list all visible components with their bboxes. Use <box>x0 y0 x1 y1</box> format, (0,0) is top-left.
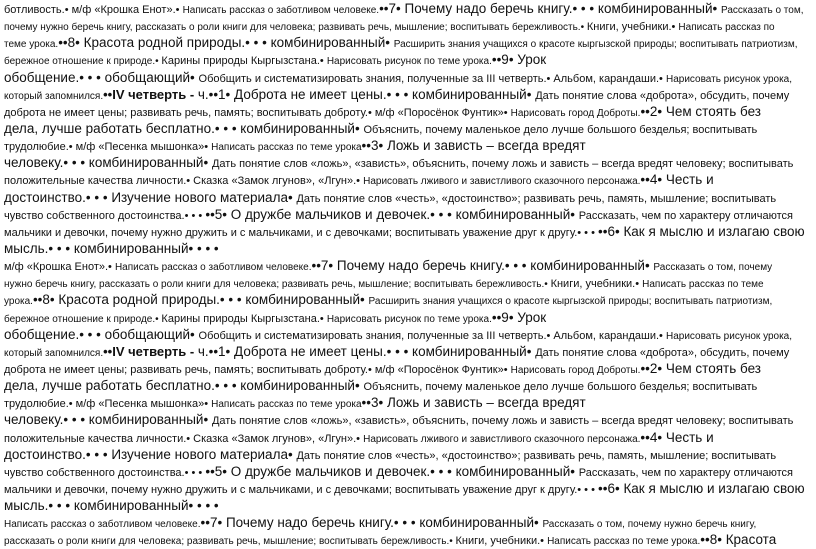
text-run: Карины природы Кыргызстана.• <box>161 55 327 68</box>
text-run: человеку.• • • комбинированный• <box>4 412 212 428</box>
text-line <box>4 429 812 446</box>
text-run: Дать понятие слов «честь», «достоинство»; развивать речь, память, мышление; воспитывать <box>296 449 777 462</box>
text-line <box>4 0 812 17</box>
text-run: ••2• Чем стоять без <box>640 360 761 376</box>
text-run: мысль.• • • комбинированный• • • • <box>4 240 219 256</box>
text-line <box>4 343 812 360</box>
text-run: ••3• Ложь и зависть – всегда вредят <box>361 138 586 154</box>
text-run: Дать понятие слова «доброта», обсудить, почему <box>535 346 790 359</box>
text-run: трудолюбие.• м/ф «Песенка мышонка»• <box>4 141 212 154</box>
text-run: Дать понятие слова «доброта», обсудить, почему <box>535 89 790 102</box>
text-run: Дать понятие слов «ложь», «зависть», объяснить, почему ложь и зависть – всегда вредят человеку; воспитывать <box>211 415 794 428</box>
text-run: ••3• Ложь и зависть – всегда вредят <box>361 395 586 411</box>
text-line <box>4 206 812 223</box>
text-line <box>4 223 812 240</box>
text-run: Нарисовать город Доброты. <box>510 364 641 376</box>
text-line <box>4 514 812 531</box>
text-run: ••5• О дружбе мальчиков и девочек.• • • комбинированный• <box>205 206 579 222</box>
text-run: Нарисовать лживого и завистливого сказочного персонажа. <box>363 433 641 445</box>
text-run: который запомнился. <box>4 90 104 102</box>
text-run: ••6• Как я мыслю и излагаю свою <box>598 223 805 239</box>
text-run: Книги, учебники.• <box>455 535 548 548</box>
text-run: мысль.• • • комбинированный• • • • <box>4 498 219 514</box>
text-line <box>4 17 812 34</box>
text-line <box>4 257 812 274</box>
text-run: Обобщить и систематизировать знания, полученные за III четверть.• Альбом, карандаши.• <box>198 72 666 85</box>
text-run: ч.••1• Доброта не имеет цены.• • • комбинированный• <box>197 343 536 359</box>
text-run: ••IV четверть - <box>103 86 198 102</box>
text-run: ••9• Урок <box>491 52 547 68</box>
text-run: ••2• Чем стоять без <box>640 103 761 119</box>
text-line <box>4 274 812 291</box>
text-line <box>4 446 812 463</box>
text-run: ••8• Красота <box>700 532 777 548</box>
text-line <box>4 34 812 51</box>
text-run: бережное отношение к природе.• <box>4 313 162 325</box>
text-run: почему нужно беречь книгу, рассказать о роли книги для человека; развивать речь, мышление; воспитывать бережливость.• <box>4 22 587 34</box>
text-line <box>4 497 812 514</box>
text-run: Карины природы Кыргызстана.• <box>161 312 327 325</box>
text-run: чувство собственного достоинства.• • • <box>4 209 206 222</box>
text-run: ••8• Красота родной природы.• • • комбинированный• <box>32 292 369 308</box>
text-line <box>4 463 812 480</box>
text-line <box>4 480 812 497</box>
text-line <box>4 86 812 103</box>
text-run: Написать рассказ о заботливом человеке. <box>114 262 312 274</box>
text-line <box>4 411 812 428</box>
text-line <box>4 189 812 206</box>
text-run: ••4• Честь и <box>640 429 714 445</box>
text-run: Нарисовать рисунок урока, <box>665 330 793 342</box>
text-run: мальчики и девочки, почему нужно дружить и с мальчиками, и с девочками; воспитывать уважение друг к другу.• • • <box>4 226 598 239</box>
text-run: Объяснить, почему маленькое дело лучше большого безделья; воспитывать <box>363 123 758 136</box>
text-line <box>4 171 812 188</box>
text-line <box>4 394 812 411</box>
text-run: дела, лучше работать бесплатно.• • • комбинированный• <box>4 120 364 136</box>
text-run: ••5• О дружбе мальчиков и девочек.• • • комбинированный• <box>205 463 579 479</box>
text-run: Написать рассказ по теме урока. <box>547 536 701 548</box>
text-line <box>4 309 812 326</box>
text-run: м/ф «Крошка Енот».• <box>4 261 115 274</box>
text-run: чувство собственного достоинства.• • • <box>4 466 206 479</box>
text-run: Написать рассказ по теме урока <box>211 142 362 154</box>
text-run: Обобщить и систематизировать знания, полученные за III четверть.• Альбом, карандаши.• <box>198 329 666 342</box>
text-run: Книги, учебники.• <box>586 21 679 34</box>
text-run: Расширить знания учащихся о красоте кыргызской природы; воспитывать патриотизм, <box>393 39 798 51</box>
text-run: ботливость.• м/ф «Крошка Енот».• <box>4 4 183 16</box>
text-run: положительные качества личности.• Сказка «Замок лгунов», «Лгун».• <box>4 432 364 445</box>
text-run: доброта не имеет цены; развивать речь, память; воспитывать доброту.• м/ф «Поросёнок Фунтик»• <box>4 363 511 376</box>
text-run: бережное отношение к природе.• <box>4 56 162 68</box>
text-line <box>4 120 812 137</box>
text-run: ••7• Почему надо беречь книгу.• • • комбинированный• <box>379 1 722 16</box>
text-line <box>4 103 812 120</box>
text-run: трудолюбие.• м/ф «Песенка мышонка»• <box>4 398 212 411</box>
text-run: положительные качества личности.• Сказка «Замок лгунов», «Лгун».• <box>4 175 364 188</box>
text-run: обобщение.• • • обобщающий• <box>4 69 199 85</box>
text-run: Рассказать, чем по характеру отличаются <box>578 466 793 479</box>
text-run: Написать рассказ о заботливом человеке. <box>182 5 380 16</box>
text-run: ••7• Почему надо беречь книгу.• • • комбинированный• <box>311 258 654 274</box>
text-line <box>4 326 812 343</box>
text-run: доброта не имеет цены; развивать речь, память; воспитывать доброту.• м/ф «Поросёнок Фунтик»• <box>4 106 511 119</box>
text-line <box>4 360 812 377</box>
text-run: Объяснить, почему маленькое дело лучше большого безделья; воспитывать <box>363 381 758 394</box>
text-line <box>4 377 812 394</box>
text-run: человеку.• • • комбинированный• <box>4 155 212 171</box>
text-line <box>4 531 812 548</box>
text-line <box>4 137 812 154</box>
text-line <box>4 291 812 308</box>
text-run: Рассказать о том, почему нужно беречь книгу, <box>542 519 757 531</box>
text-line <box>4 51 812 68</box>
text-run: ••6• Как я мыслю и излагаю свою <box>598 480 805 496</box>
text-run: Дать понятие слов «честь», «достоинство»; развивать речь, память, мышление; воспитывать <box>296 192 777 205</box>
text-run: Написать рассказ по теме <box>642 279 764 291</box>
text-run: Книги, учебники.• <box>550 278 643 291</box>
text-run: рассказать о роли книги для человека; развивать речь, мышление; воспитывать бережливость.• <box>4 536 456 548</box>
text-run: ••8• Красота родной природы.• • • комбинированный• <box>58 35 394 51</box>
text-run: ••IV четверть - <box>103 343 198 359</box>
text-run: Нарисовать рисунок по теме урока. <box>326 56 492 68</box>
text-line <box>4 154 812 171</box>
text-run: Написать рассказ о заботливом человеке. <box>4 519 201 531</box>
text-run: обобщение.• • • обобщающий• <box>4 326 199 342</box>
text-run: который запомнился. <box>4 347 104 359</box>
text-run: Написать рассказ по теме урока <box>211 399 362 411</box>
text-run: теме урока. <box>4 39 59 51</box>
text-run: ••9• Урок <box>491 309 547 325</box>
text-run: ••4• Честь и <box>640 172 714 188</box>
text-run: Рассказать о том, почему <box>653 262 773 274</box>
text-run: Нарисовать лживого и завистливого сказочного персонажа. <box>363 176 641 188</box>
text-run: Расширить знания учащихся о красоте кыргызской природы; воспитывать патриотизм, <box>368 296 773 308</box>
text-run: Нарисовать рисунок урока, <box>665 73 793 85</box>
text-run: ч.••1• Доброта не имеет цены.• • • комбинированный• <box>197 86 536 102</box>
text-run: нужно беречь книгу, рассказать о роли книги для человека; развивать речь, мышление; воспитывать бережливость.• <box>4 279 551 291</box>
text-run: дела, лучше работать бесплатно.• • • комбинированный• <box>4 378 364 394</box>
text-line <box>4 240 812 257</box>
text-run: достоинство.• • • Изучение нового материала• <box>4 189 297 205</box>
text-run: Рассказать о том, <box>721 5 804 16</box>
text-run: урока. <box>4 296 33 308</box>
text-line <box>4 69 812 86</box>
text-run: Написать рассказ по <box>678 22 775 34</box>
text-run: Нарисовать город Доброты. <box>510 107 641 119</box>
text-run: мальчики и девочки, почему нужно дружить и с мальчиками, и с девочками; воспитывать уважение друг к другу.• • • <box>4 483 598 496</box>
text-run: ••7• Почему надо беречь книгу.• • • комбинированный• <box>200 515 543 531</box>
text-run: Нарисовать рисунок по теме урока. <box>326 313 492 325</box>
text-run: Дать понятие слов «ложь», «зависть», объяснить, почему ложь и зависть – всегда вредят человеку; воспитывать <box>211 158 794 171</box>
text-run: Рассказать, чем по характеру отличаются <box>578 209 793 222</box>
text-run: достоинство.• • • Изучение нового материала• <box>4 446 297 462</box>
